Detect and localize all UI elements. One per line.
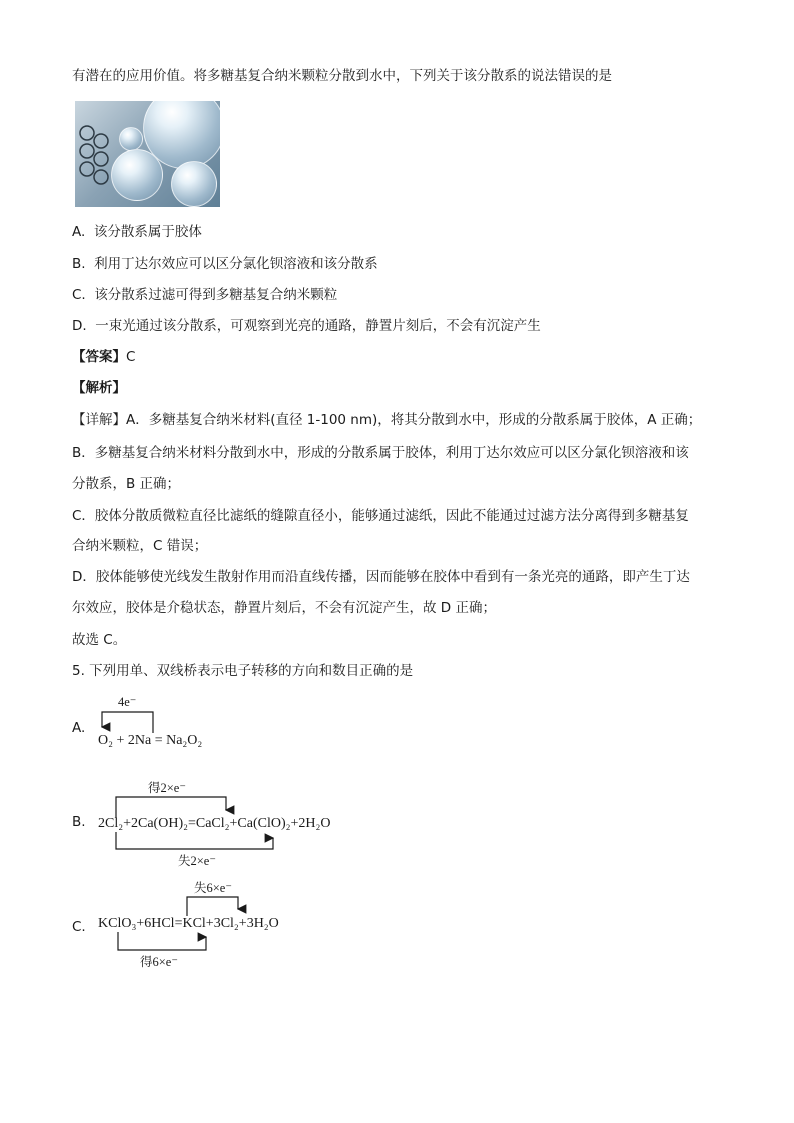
- question-4-stem-tail: 有潜在的应用价值。将多糖基复合纳米颗粒分散到水中，下列关于该分散系的说法错误的是: [72, 68, 612, 84]
- q5-b-equation: 2Cl₂+2Ca(OH)₂=CaCl₂+Ca(ClO)₂+2H₂O: [98, 816, 331, 831]
- q5-b-lose-label: 失2×e⁻: [178, 854, 216, 868]
- analysis-tag: 【解析】: [72, 380, 126, 396]
- detail-line: D．胶体能够使光线发生散射作用而沿直线传播，因而能够在胶体中看到有一条光亮的通路，即产生丁达: [72, 569, 690, 585]
- detail-line: 分散系，B 正确；: [72, 476, 181, 492]
- option-c-text: 该分散系过滤可得到多糖基复合纳米颗粒: [94, 287, 338, 303]
- bridge-c-gain: [118, 932, 206, 950]
- option-b-text: 利用丁达尔效应可以区分氯化钡溶液和该分散系: [94, 256, 378, 272]
- answer-value: C: [126, 349, 136, 365]
- option-c-letter: C.: [72, 287, 86, 303]
- q5-c-gain-label: 得6×e⁻: [140, 955, 178, 969]
- option-a-text: 该分散系属于胶体: [93, 224, 202, 240]
- question-5-stem: 5. 下列用单、双线桥表示电子转移的方向和数目正确的是: [72, 663, 414, 679]
- q5-c-lose-label: 失6×e⁻: [194, 881, 232, 895]
- bridge-b-gain: [116, 797, 226, 818]
- option-b-letter: B.: [72, 256, 86, 272]
- q5-option-b-letter: B.: [72, 814, 86, 830]
- option-d-letter: D.: [72, 318, 87, 334]
- detail-line: C．胶体分散质微粒直径比滤纸的缝隙直径小，能够通过滤纸，因此不能通过过滤方法分离得到多糖基复: [72, 508, 689, 524]
- q5-c-equation: KClO₃+6HCl=KCl+3Cl₂+3H₂O: [98, 916, 279, 931]
- q5-a-electron-label: 4e⁻: [118, 695, 137, 709]
- answer-tag: 【答案】: [72, 349, 126, 365]
- option-a-letter: A.: [72, 224, 86, 240]
- q5-option-c-letter: C.: [72, 919, 86, 935]
- detail-line: B．多糖基复合纳米材料分散到水中，形成的分散系属于胶体，利用丁达尔效应可以区分氯化钡溶液和该: [72, 445, 689, 461]
- bridge-a: [102, 712, 153, 733]
- q5-option-a-letter: A.: [72, 720, 86, 736]
- detail-line: 合纳米颗粒，C 错误；: [72, 538, 208, 554]
- q5-b-gain-label: 得2×e⁻: [148, 781, 186, 795]
- q5-a-equation: O₂ + 2Na = Na₂O₂: [98, 733, 203, 748]
- option-d-text: 一束光通过该分散系，可观察到光亮的通路，静置片刻后，不会有沉淀产生: [95, 318, 541, 334]
- bridge-b-lose: [116, 832, 273, 849]
- detail-line: 故选 C。: [72, 632, 127, 648]
- detail-line: 尔效应，胶体是介稳状态，静置片刻后，不会有沉淀产生，故 D 正确；: [72, 600, 496, 616]
- bridge-c-lose: [187, 897, 238, 916]
- detail-line: 【详解】A．多糖基复合纳米材料(直径 1-100 nm)，将其分散到水中，形成的分散系属于胶体，A 正确；: [72, 412, 702, 428]
